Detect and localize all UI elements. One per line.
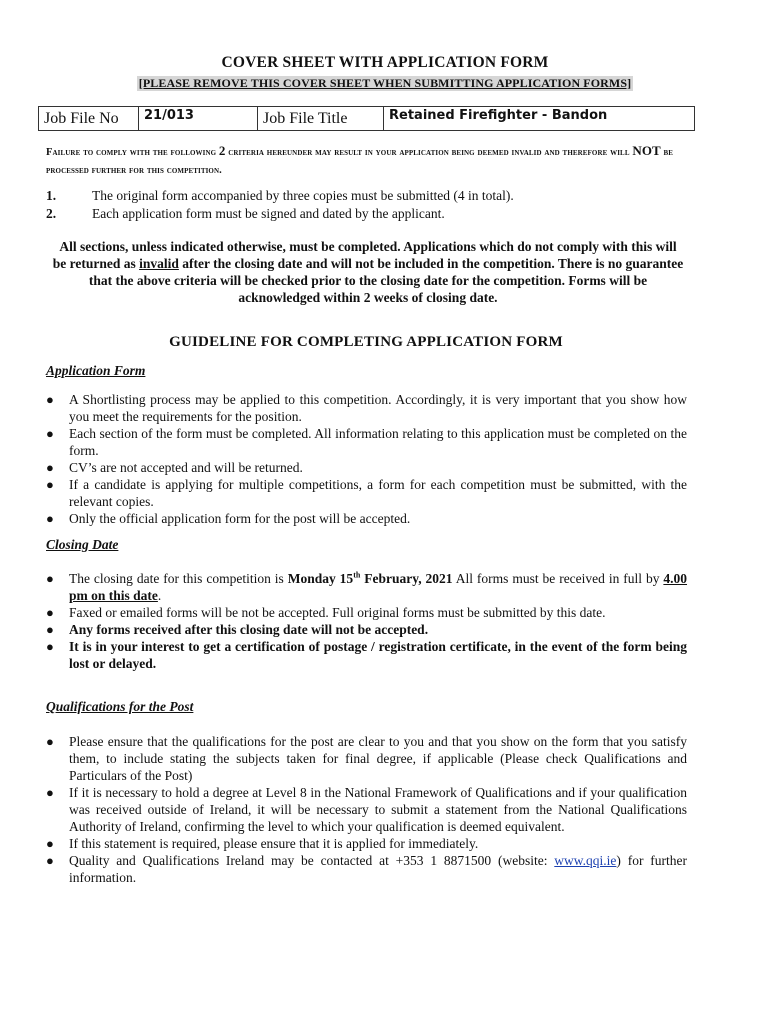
failure-notice-number: 2 [218, 143, 226, 158]
closing-b1-part2: All forms must be received in full by [452, 571, 664, 586]
bullet-icon: ● [46, 734, 54, 749]
job-info-table [38, 106, 695, 131]
job-info-row [39, 107, 695, 131]
list-item-text: Each section of the form must be completed. All information relating to this application must be completed on the form. [69, 426, 687, 458]
job-file-title-value: Retained Firefighter - Bandon [384, 107, 695, 131]
list-item-text: Faxed or emailed forms will be not be accepted. Full original forms must be submitted by this date. [69, 605, 606, 620]
job-file-title-label: Job File Title [258, 107, 384, 131]
list-item [46, 391, 687, 425]
criteria-number: 1. [46, 188, 57, 203]
list-item-text: Only the official application form for the post will be accepted. [69, 511, 411, 526]
bullet-icon: ● [46, 571, 54, 586]
document-subtitle: [PLEASE REMOVE THIS COVER SHEET WHEN SUBMITTING APPLICATION FORMS] [138, 76, 632, 90]
failure-notice-not: NOT [632, 143, 661, 158]
job-file-no-label: Job File No [39, 107, 139, 131]
list-item-text: CV’s are not accepted and will be returned. [69, 460, 303, 475]
list-item [46, 621, 687, 638]
failure-notice-part2: criteria hereunder may result in your application being deemed invalid and therefore will [225, 147, 633, 158]
list-item-text: Please ensure that the qualifications for the post are clear to you and that you show on the form that you satisfy them, to include stating the subjects taken for final degree, if applicable (Please check Qualifications and Particulars of the Post) [69, 734, 687, 783]
subtitle-container [0, 74, 770, 92]
bullet-icon: ● [46, 622, 54, 637]
all-sections-notice [52, 238, 684, 306]
qualifications-list [46, 733, 687, 886]
criteria-number: 2. [46, 206, 57, 221]
list-item [46, 476, 687, 510]
criteria-item [46, 187, 692, 205]
qual-b4-part1: Quality and Qualifications Ireland may be contacted at +353 1 8871500 (website: [69, 853, 555, 868]
list-item [46, 835, 687, 852]
bullet-icon: ● [46, 477, 54, 492]
closing-date-sup: th [353, 570, 361, 580]
closing-b1-end: . [157, 588, 162, 603]
all-sections-invalid: invalid [139, 256, 179, 271]
list-item [46, 604, 687, 621]
failure-notice-part3: be processed further for this competition. [46, 147, 674, 176]
closing-date-heading: Closing Date [46, 537, 119, 552]
closing-date-value-b: February, 2021 [360, 571, 453, 586]
job-file-no-value: 21/013 [139, 107, 258, 131]
list-item [46, 459, 687, 476]
document-title: COVER SHEET WITH APPLICATION FORM [221, 54, 549, 71]
failure-notice-part1: Failure to comply with the following [46, 147, 219, 158]
bullet-icon: ● [46, 605, 54, 620]
list-item [46, 784, 687, 835]
list-item-text: A Shortlisting process may be applied to this competition. Accordingly, it is very important that you show how you meet the requirements for the position. [69, 392, 687, 424]
list-item-text: If this statement is required, please ensure that it is applied for immediately. [69, 836, 479, 851]
list-item [46, 570, 687, 604]
list-item-text: It is in your interest to get a certification of postage / registration certificate, in the event of the form being lost or delayed. [69, 639, 687, 671]
criteria-item [46, 205, 692, 223]
bullet-icon: ● [46, 511, 54, 526]
list-item [46, 638, 687, 672]
bullet-icon: ● [46, 426, 54, 441]
all-sections-part2: after the closing date and will not be included in the competition. There is no guarantee that the above criteria will be checked prior to the closing date for the competition. Forms will be acknowledged within 2 weeks of closing date. [88, 256, 684, 305]
criteria-text: The original form accompanied by three copies must be submitted (4 in total). [92, 188, 514, 203]
all-sections-part1: All sections, unless indicated otherwise, must be completed. Applications which do not comply with this will be returned as [52, 239, 677, 271]
criteria-text: Each application form must be signed and dated by the applicant. [92, 206, 445, 221]
closing-date-list [46, 570, 687, 672]
guideline-title: GUIDELINE FOR COMPLETING APPLICATION FORM [169, 334, 563, 350]
bullet-icon: ● [46, 639, 54, 654]
list-item [46, 852, 687, 886]
bullet-icon: ● [46, 785, 54, 800]
list-item-text: Any forms received after this closing date will not be accepted. [69, 622, 429, 637]
criteria-list [46, 187, 692, 223]
qualifications-heading: Qualifications for the Post [46, 699, 194, 714]
closing-b1-part1: The closing date for this competition is [69, 571, 288, 586]
closing-time: 4.00 pm on this date [69, 571, 688, 603]
application-form-heading: Application Form [46, 363, 146, 378]
failure-notice [46, 142, 692, 180]
list-item [46, 510, 687, 527]
list-item [46, 733, 687, 784]
qqi-website-link[interactable]: www.qqi.ie [554, 853, 617, 868]
bullet-icon: ● [46, 853, 54, 868]
bullet-icon: ● [46, 460, 54, 475]
closing-date-value-a: Monday 15 [287, 571, 354, 586]
bullet-icon: ● [46, 836, 54, 851]
list-item-text: If a candidate is applying for multiple competitions, a form for each competition must be submitted, with the relevant copies. [69, 477, 687, 509]
qual-b4-part2: ) for further information. [69, 853, 688, 885]
list-item-text: If it is necessary to hold a degree at Level 8 in the National Framework of Qualifications and if your qualification was received outside of Ireland, it will be necessary to submit a statement from the National Qualifications Authority of Ireland, confirming the level to which your qualification is deemed equivalent. [69, 785, 687, 834]
application-form-list [46, 391, 687, 527]
list-item [46, 425, 687, 459]
bullet-icon: ● [46, 392, 54, 407]
